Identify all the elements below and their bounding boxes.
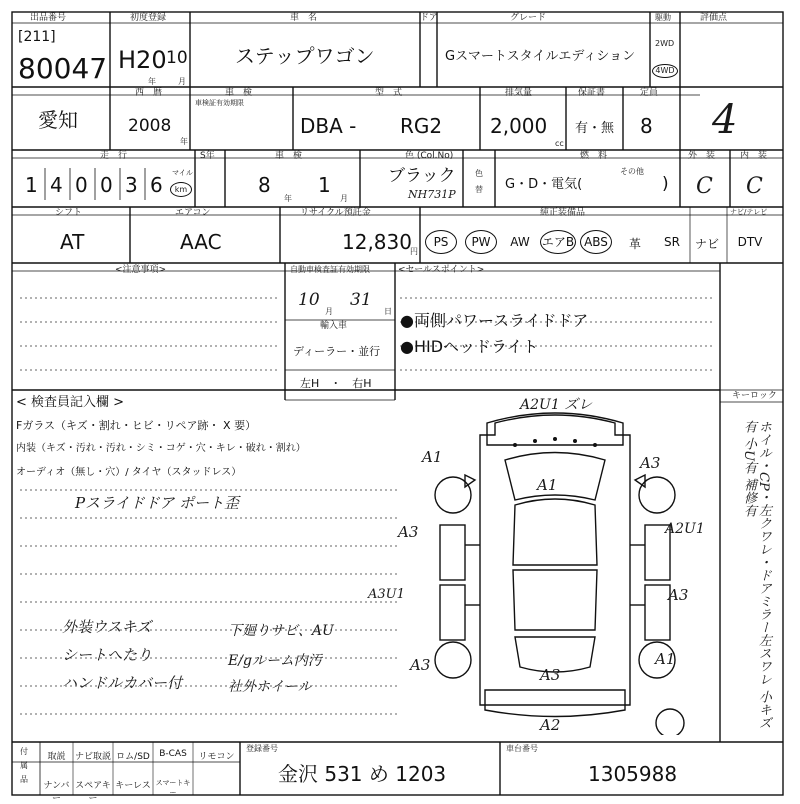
drive-4wd: 4WD bbox=[652, 64, 678, 78]
mileage-digit-3: 0 bbox=[75, 173, 88, 197]
fuel-close: ) bbox=[662, 174, 669, 194]
shift-col-label: S年 bbox=[200, 151, 215, 161]
equip-airbag: エアB bbox=[540, 230, 576, 254]
inspector-title: < 検査員記入欄 > bbox=[16, 395, 125, 410]
side-note: ホイル・CP・左クワレ・ドアミラー左スワレ 小キズ有 小U有 補修有 bbox=[740, 420, 771, 729]
first-reg-month: 10 bbox=[166, 48, 188, 68]
warranty-label: 保証書 bbox=[578, 88, 606, 98]
row3-inspection-label: 車 検 bbox=[275, 151, 303, 161]
year-label: 西 暦 bbox=[135, 88, 163, 98]
model-year-unit: 年 bbox=[180, 137, 188, 146]
month-unit: 月 bbox=[178, 77, 186, 86]
mark-rear-gate: A3 bbox=[540, 666, 561, 684]
shift: AT bbox=[60, 230, 85, 254]
equipment-label: 純正装備品 bbox=[540, 208, 586, 218]
model-code: RG2 bbox=[400, 114, 443, 138]
nav-label: ナビ/テレビ bbox=[730, 208, 768, 216]
exterior-grade: C bbox=[696, 174, 713, 199]
audio-line: オーディオ（無し・穴）/ タイヤ（スタッドレス） bbox=[16, 467, 242, 478]
recycle-fee: 12,830 bbox=[342, 230, 412, 254]
footer-smart-key: スマートキー bbox=[155, 779, 191, 797]
mark-hood: A1 bbox=[537, 476, 558, 494]
ac-label: エアコン bbox=[175, 208, 211, 218]
grade: Gスマートスタイルエディション bbox=[445, 49, 636, 64]
lot-number: 80047 bbox=[18, 52, 108, 85]
footer-navi-manual: ナビ取説 bbox=[74, 752, 111, 762]
footer-number-plate: ナンバー bbox=[43, 781, 70, 804]
footer-keyless: キーレス bbox=[115, 781, 151, 791]
displacement: 2,000 bbox=[490, 114, 548, 138]
accessory-label-2: 属 bbox=[20, 761, 28, 770]
color-code: NH731P bbox=[408, 188, 456, 201]
fuel-label: 燃 料 bbox=[580, 151, 608, 161]
insp-valid-day: 31 bbox=[350, 290, 372, 310]
equip-aw: AW bbox=[510, 235, 530, 249]
car-name: ステップワゴン bbox=[235, 44, 375, 68]
first-reg-era: H20 bbox=[118, 46, 167, 74]
reg-no-label: 登録番号 bbox=[246, 744, 278, 753]
hw-note-3: シートへたり bbox=[62, 646, 153, 664]
equip-ps: PS bbox=[425, 230, 457, 254]
doors-label: ドア bbox=[420, 13, 438, 23]
inspection-sub: 車検証有効期限 bbox=[195, 99, 244, 107]
mark-front-right: A3 bbox=[640, 454, 661, 472]
sales-point-1: ●両側パワースライドドア bbox=[400, 311, 589, 330]
lot-prefix: [211] bbox=[18, 29, 56, 45]
drive-2wd: 2WD bbox=[655, 39, 675, 48]
mileage-label: 走 行 bbox=[100, 151, 128, 161]
accessory-label-1: 付 bbox=[20, 747, 28, 756]
equip-sunroof: SR bbox=[664, 235, 680, 249]
reg-no: 金沢 531 め 1203 bbox=[278, 762, 447, 786]
mark-right-front-door: A2U1 bbox=[665, 521, 705, 537]
color-name: ブラック bbox=[388, 166, 456, 186]
equip-leather: 革 bbox=[628, 237, 641, 251]
color-label: 色 (Col.No) bbox=[405, 151, 454, 161]
sales-point-label: <セールスポイント> bbox=[398, 265, 485, 275]
capacity-label: 定員 bbox=[640, 88, 659, 98]
glass-line: Fガラス（キズ・割れ・ヒビ・リペア跡・ X 要） bbox=[16, 419, 257, 432]
insp-valid-day-unit: 日 bbox=[384, 307, 392, 316]
mark-rear-bumper: A2 bbox=[540, 716, 561, 734]
hw-note-1: Pスライドドア ポート歪 bbox=[75, 494, 239, 512]
equip-dtv: DTV bbox=[737, 235, 763, 249]
mileage-digit-4: 0 bbox=[100, 173, 113, 197]
inspection-label: 車 検 bbox=[225, 88, 253, 98]
inspection-month-unit: 月 bbox=[340, 194, 348, 203]
inspection-month: 1 bbox=[318, 173, 331, 197]
chassis-no: 1305988 bbox=[588, 762, 678, 786]
mileage-unit-top: マイル bbox=[172, 169, 193, 177]
recycle-unit: 円 bbox=[410, 247, 418, 256]
mark-left-rear-quarter: A3 bbox=[410, 656, 431, 674]
mark-right-rear-door: A3 bbox=[668, 586, 689, 604]
equip-navi: ナビ bbox=[694, 237, 719, 251]
displacement-label: 排気量 bbox=[505, 88, 533, 98]
mark-left-front-door: A3 bbox=[398, 523, 419, 541]
sales-point-2: ●HIDヘッドライト bbox=[400, 337, 539, 356]
footer-bcas: B-CAS bbox=[159, 749, 187, 759]
hw-note-right-3: 社外ホイール bbox=[228, 679, 312, 695]
recycle-label: リサイクル預託金 bbox=[300, 208, 371, 218]
mark-right-rear-quarter: A1 bbox=[655, 650, 676, 668]
interior-line: 内装（キズ・汚れ・汚れ・シミ・コゲ・穴・キレ・破れ・割れ） bbox=[16, 443, 306, 454]
footer-manual: 取説 bbox=[47, 752, 66, 762]
insp-valid-month-unit: 月 bbox=[325, 307, 333, 316]
import-label: 輸入車 bbox=[320, 321, 348, 331]
import-value: ディーラー・並行 bbox=[293, 345, 381, 358]
mileage-unit-km: km bbox=[170, 182, 192, 197]
equip-pw: PW bbox=[465, 230, 497, 254]
fuel-options: G・D・電気( bbox=[505, 177, 583, 192]
steering: 左H ・ 右H bbox=[300, 377, 372, 390]
mileage-digit-1: 1 bbox=[25, 173, 38, 197]
insp-valid-label: 自動車検査証有効期限 bbox=[290, 265, 370, 274]
shift-label: シフト bbox=[55, 208, 83, 218]
mileage-digit-5: 3 bbox=[125, 173, 138, 197]
hw-note-right-2: E/gルーム内汚 bbox=[228, 653, 322, 669]
chassis-label: 車台番号 bbox=[506, 744, 538, 753]
equip-abs: ABS bbox=[580, 230, 612, 254]
footer-remote: リモコン bbox=[198, 752, 235, 762]
model-label: 型 式 bbox=[375, 88, 403, 98]
mark-left-rear-door: A3U1 bbox=[368, 587, 405, 602]
score: 4 bbox=[712, 97, 738, 143]
drive-label: 駆動 bbox=[655, 13, 671, 22]
interior-grade: C bbox=[746, 174, 763, 199]
exterior-label: 外 装 bbox=[688, 151, 716, 161]
repaint-label-2: 替 bbox=[475, 185, 483, 194]
location: 愛知 bbox=[38, 108, 78, 132]
model-prefix: DBA - bbox=[300, 114, 357, 138]
inspection-year: 8 bbox=[258, 173, 271, 197]
hw-note-4: ハンドルカバー付 bbox=[62, 674, 183, 692]
hw-note-right-1: 下廻りサビ、AU bbox=[228, 623, 334, 639]
mileage-digit-6: 6 bbox=[150, 173, 163, 197]
warranty-value: 有・無 bbox=[575, 121, 615, 136]
car-name-label: 車 名 bbox=[290, 13, 318, 23]
year-unit: 年 bbox=[148, 77, 156, 86]
model-year: 2008 bbox=[128, 116, 172, 136]
fuel-other-label: その他 bbox=[620, 167, 644, 176]
keyless-label: キーロック bbox=[732, 391, 777, 401]
inspection-year-unit: 年 bbox=[284, 194, 292, 203]
mark-front-bumper: A2U1 ズレ bbox=[520, 397, 593, 413]
hw-note-2: 外装ウスキズ bbox=[62, 618, 152, 636]
capacity: 8 bbox=[640, 114, 653, 138]
mileage-digit-2: 4 bbox=[50, 173, 63, 197]
footer-rom-sd: ロム/SD bbox=[116, 752, 150, 762]
first-reg-label: 初度登録 bbox=[130, 13, 167, 23]
ac: AAC bbox=[180, 230, 222, 254]
grade-label: グレード bbox=[510, 13, 547, 23]
score-label: 評価点 bbox=[700, 13, 728, 23]
footer-spare-key: スペアキー bbox=[75, 781, 111, 804]
accessory-label-3: 品 bbox=[20, 775, 28, 784]
repaint-label-1: 色 bbox=[475, 169, 483, 178]
lot-label: 出品番号 bbox=[30, 13, 67, 23]
interior-label: 内 装 bbox=[740, 151, 768, 161]
caution-label: <注意事項> bbox=[115, 265, 167, 275]
insp-valid-month: 10 bbox=[298, 290, 320, 310]
mark-front-left: A1 bbox=[422, 448, 443, 466]
displacement-unit: cc bbox=[555, 139, 564, 148]
